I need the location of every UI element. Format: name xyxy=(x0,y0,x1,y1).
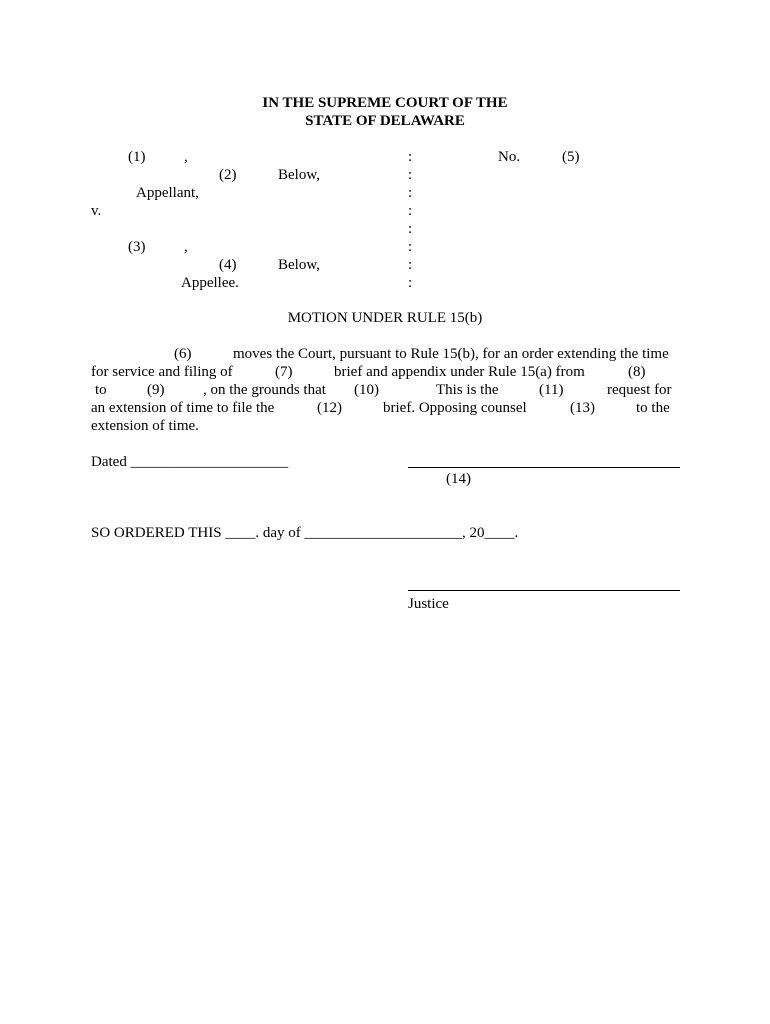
dated-line: Dated _____________________ xyxy=(91,454,289,470)
signature-line xyxy=(408,467,680,468)
body-line-3-text-a: , on the grounds that xyxy=(203,382,326,398)
body-line-4-text-a: an extension of time to file the xyxy=(91,400,275,416)
justice-label: Justice xyxy=(408,596,449,612)
body-line-2-text-b: brief and appendix under Rule 15(a) from xyxy=(334,364,585,380)
caption-colon: : xyxy=(408,257,413,273)
so-ordered-line: SO ORDERED THIS ____. day of _____________________, 20____. xyxy=(91,525,519,541)
caption-colon: : xyxy=(408,185,413,201)
field-10: (10) xyxy=(354,382,379,398)
field-13: (13) xyxy=(570,400,595,416)
caption-colon: : xyxy=(408,167,413,183)
body-line-3-to: to xyxy=(95,382,107,398)
caption-colon: : xyxy=(408,221,413,237)
caption-colon: : xyxy=(408,275,413,291)
body-line-3-text-c: request for xyxy=(607,382,672,398)
motion-title: MOTION UNDER RULE 15(b) xyxy=(287,310,483,326)
caption-colon: : xyxy=(408,149,413,165)
below-label-2: Below, xyxy=(278,257,320,273)
below-label-1: Below, xyxy=(278,167,320,183)
versus-label: v. xyxy=(91,203,102,219)
body-line-4-text-c: to the xyxy=(636,400,670,416)
justice-signature-line xyxy=(408,590,680,591)
field-4: (4) xyxy=(219,257,237,273)
body-line-4-text-b: brief. Opposing counsel xyxy=(383,400,527,416)
court-heading-line1: IN THE SUPREME COURT OF THE xyxy=(262,95,508,111)
body-line-1-text: moves the Court, pursuant to Rule 15(b), for an order extending the time xyxy=(233,346,669,362)
field-7: (7) xyxy=(275,364,293,380)
field-6: (6) xyxy=(174,346,192,362)
field-3: (3) xyxy=(128,239,146,255)
field-8: (8) xyxy=(628,364,646,380)
caption-comma-2: , xyxy=(184,239,188,255)
field-5: (5) xyxy=(562,149,580,165)
body-line-2-text-a: for service and filing of xyxy=(91,364,233,380)
appellant-label: Appellant, xyxy=(136,185,199,201)
field-14: (14) xyxy=(446,471,471,487)
field-12: (12) xyxy=(317,400,342,416)
appellee-label: Appellee. xyxy=(181,275,239,291)
body-line-3-text-b: This is the xyxy=(436,382,499,398)
case-number-label: No. xyxy=(498,149,521,165)
body-line-5-text: extension of time. xyxy=(91,418,199,434)
court-heading-line2: STATE OF DELAWARE xyxy=(305,113,465,129)
caption-colon: : xyxy=(408,239,413,255)
caption-colon: : xyxy=(408,203,413,219)
caption-comma-1: , xyxy=(184,149,188,165)
field-1: (1) xyxy=(128,149,146,165)
field-2: (2) xyxy=(219,167,237,183)
field-9: (9) xyxy=(147,382,165,398)
field-11: (11) xyxy=(539,382,564,398)
